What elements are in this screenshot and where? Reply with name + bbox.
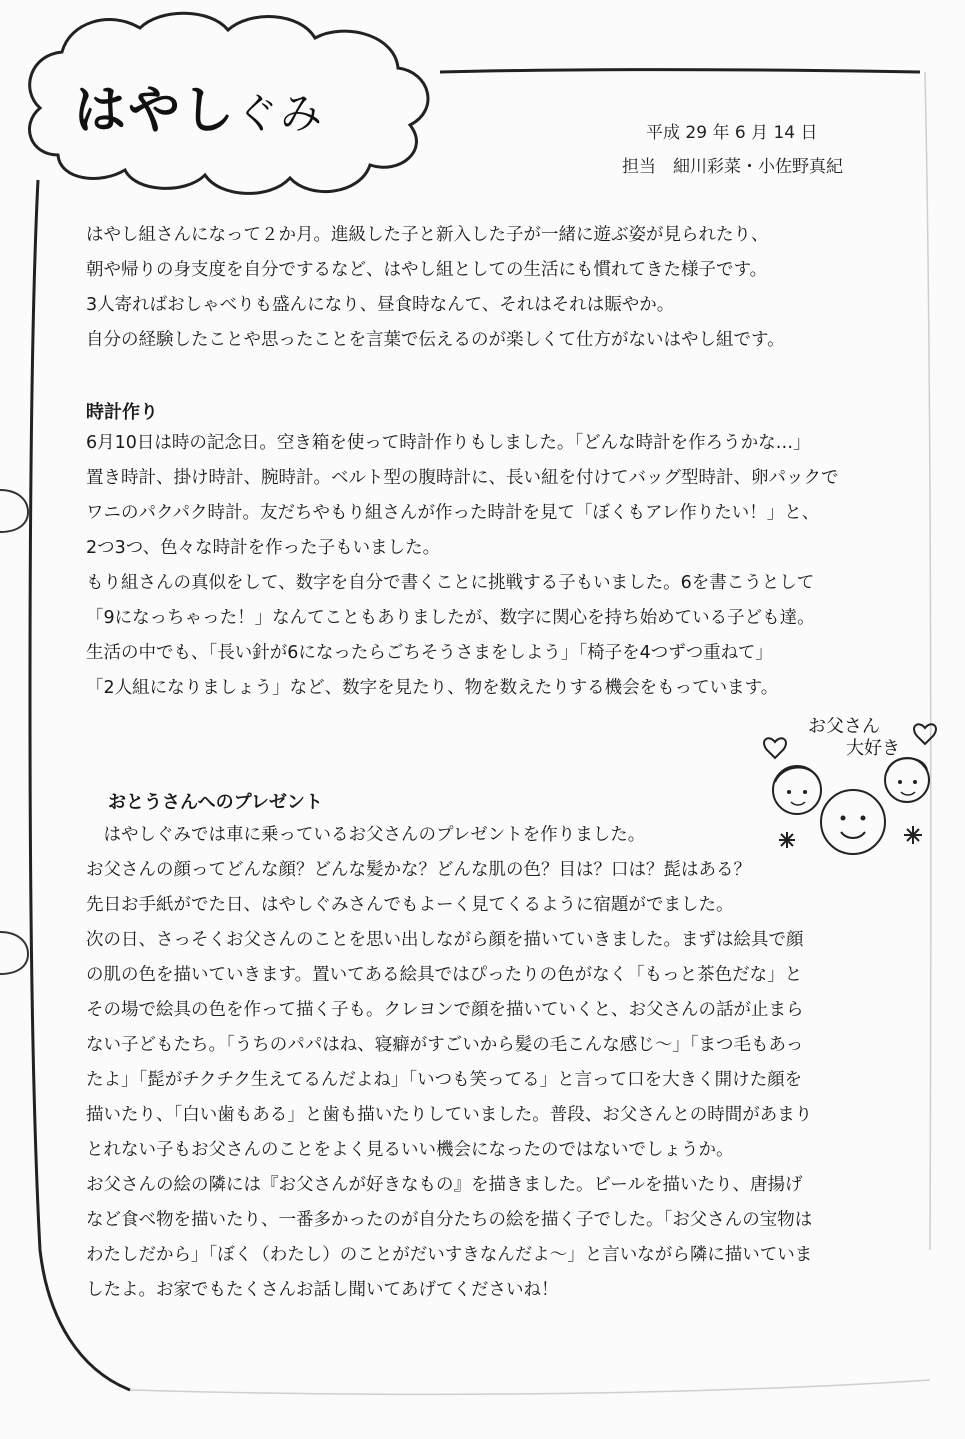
- present-section-body: はやしぐみでは車に乗っているお父さんのプレゼントを作りました。 お父さんの顔ってどんな顔？どんな髪かな？どんな肌の色？目は？口は？髭はある？ 先日お手紙がでた日、はやしぐみさんでもよーく見てくるように宿題がでました。 次の日、さっそくお父さんのことを思い出しながら顔を描いていきました。まずは絵具で顔 の肌の色を描いていきます。置いてある絵具ではぴったりの色がなく「もっと茶色だな」と その場で絵具の色を作って描く子も。クレヨンで顔を描いていくと、お父さんの話が止まら ない子どもたち。「うちのパパはね、寝癖がすごいから髪の毛こんな感じ～」「まつ毛もあっ たよ」「髭がチクチク生えてるんだよね」「いつも笑ってる」と言って口を大きく開けた顔を 描いたり、「白い歯もある」と歯も描いたりしていました。普段、お父さんとの時間があまり とれない子もお父さんのことをよく見るいい機会になったのではないでしょうか。 お父さんの絵の隣には『お父さんが好きなもの』を描きました。ビールを描いたり、唐揚げ など食べ物を描いたり、一番多かったのが自分たちの絵を描く子でした。「お父さんの宝物は わたしだから」「ぼく（わたし）のことがだいすきなんだよ～」と言いながら隣に描いていま したよ。お家でもたくさんお話し聞いてあげてくださいね！: [86, 825, 813, 1300]
- right-border-line: [925, 72, 931, 1250]
- illustration-caption-1: お父さん: [808, 716, 880, 737]
- clock-section-body: 6月10日は時の記念日。空き箱を使って時計作りもしました。「どんな時計を作ろうかな…」 置き時計、掛け時計、腕時計。ベルト型の腹時計に、長い紐を付けてバッグ型時計、卵パックで ワニのパクパク時計。友だちやもり組さんが作った時計を見て「ぼくもアレ作りたい！」と、 2つ3つ、色々な時計を作った子もいました。 もり組さんの真似をして、数字を自分で書くことに挑戦する子もいました。6を書こうとして 「9になっちゃった！」なんてこともありましたが、数字に関心を持ち始めている子ども達。 生活の中でも、「長い針が6になったらごちそうさまをしよう」「椅子を4つずつ重ねて」 「2人組になりましょう」など、数字を見たり、物を数えたりする機会をもっています。: [86, 433, 839, 698]
- binder-ring-bottom: [0, 932, 28, 974]
- heart-icon-left: [764, 738, 786, 758]
- issue-date: 平成 29 年 6 月 14 日: [646, 123, 818, 143]
- child-face-right: [885, 758, 929, 802]
- present-section-heading: おとうさんへのプレゼント: [108, 792, 323, 813]
- title-main: はやし: [74, 81, 237, 141]
- clock-section-heading: 時計作り: [86, 402, 158, 423]
- star-icon-right: [904, 826, 922, 844]
- newsletter-title: [74, 68, 324, 143]
- staff-in-charge: 担当 細川彩菜・小佐野真紀: [622, 157, 843, 177]
- title-suffix: ぐみ: [236, 89, 325, 138]
- child-face-left: [773, 766, 821, 814]
- heart-icon-right: [914, 724, 936, 744]
- binder-ring-top: [0, 490, 28, 532]
- intro-paragraph: はやし組さんになって２か月。進級した子と新入した子が一緒に遊ぶ姿が見られたり、 朝や帰りの身支度を自分でするなど、はやし組としての生活にも慣れてきた様子です。 3人寄ればおしゃべりも盛んになり、昼食時なんて、それはそれは賑やか。 自分の経験したことや思ったことを言葉で伝えるのが楽しくて仕方がないはやし組です。: [86, 225, 785, 350]
- top-border-line: [440, 70, 920, 72]
- bottom-border-line: [130, 1380, 930, 1394]
- illustration-caption-2: 大好き: [846, 738, 900, 759]
